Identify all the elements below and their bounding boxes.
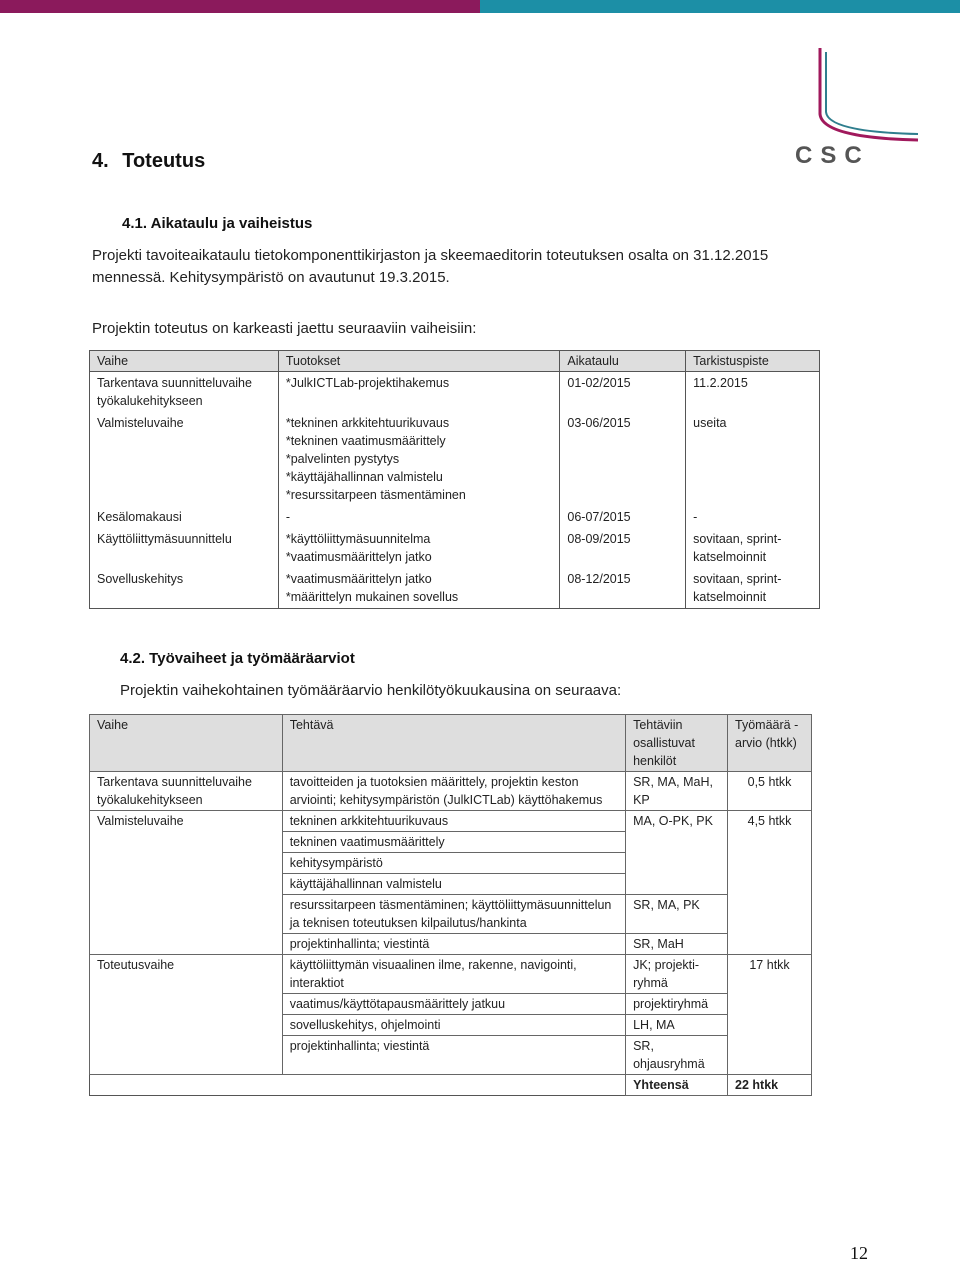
cell-tehtava: projektinhallinta; viestintä xyxy=(282,1036,625,1075)
cell-tehtava: resurssitarpeen täsmentäminen; käyttöliittymäsuunnittelun ja teknisen toteutuksen kilpailutus/hankinta xyxy=(282,895,625,934)
output-item: *resurssitarpeen täsmentäminen xyxy=(285,488,466,502)
output-item: *JulkICTLab-projektihakemus xyxy=(285,376,450,390)
workload-table-header xyxy=(90,715,812,772)
section-4-1-paragraph xyxy=(92,245,768,289)
col-header-osallistuvat: Tehtäviin osallistuvat henkilöt xyxy=(626,715,728,772)
table-row xyxy=(90,412,820,506)
col-header-tuotokset: Tuotokset xyxy=(278,351,560,372)
para-line-2: mennessä. Kehitysympäristö on avautunut 19.3.2015. xyxy=(92,269,450,286)
total-row xyxy=(90,1075,812,1096)
output-item: *tekninen vaatimusmäärittely xyxy=(285,434,446,448)
empty-cell xyxy=(90,1075,283,1096)
total-value: 22 htkk xyxy=(728,1075,812,1096)
output-item: *vaatimusmäärittelyn jatko xyxy=(285,550,432,564)
cell-tuotokset xyxy=(278,568,560,609)
cell-vaihe: Toteutusvaihe xyxy=(90,955,283,1075)
workload-table xyxy=(89,714,812,1096)
cell-henkilot: SR, ohjausryhmä xyxy=(626,1036,728,1075)
cell-henkilot: SR, MA, MaH, KP xyxy=(626,772,728,811)
cell-vaihe: Tarkentava suunnitteluvaihe työkalukehitykseen xyxy=(90,372,279,413)
cell-htkk: 4,5 htkk xyxy=(728,811,812,955)
table-row xyxy=(90,568,820,609)
cell-tehtava: sovelluskehitys, ohjelmointi xyxy=(282,1015,625,1036)
cell-tarkistuspiste: - xyxy=(686,506,820,528)
cell-aikataulu: 03-06/2015 xyxy=(560,412,686,506)
output-item: *palvelinten pystytys xyxy=(285,452,400,466)
cell-tuotokset xyxy=(278,372,560,413)
page-heading: 4. Toteutus xyxy=(92,150,206,172)
col-header-aikataulu: Aikataulu xyxy=(560,351,686,372)
csc-logo-text: CSC xyxy=(795,142,870,169)
para-line-1: Projekti tavoiteaikataulu tietokomponenttikirjaston ja skeemaeditorin toteutuksen osalta on 31.12.2015 xyxy=(92,247,769,264)
output-item: *tekninen arkkitehtuurikuvaus xyxy=(285,416,450,430)
col-header-tarkistuspiste: Tarkistuspiste xyxy=(686,351,820,372)
cell-tarkistuspiste: sovitaan, sprint-katselmoinnit xyxy=(686,568,820,609)
col-header-vaihe: Vaihe xyxy=(90,715,283,772)
cell-htkk: 17 htkk xyxy=(728,955,812,1075)
col-header-vaihe: Vaihe xyxy=(90,351,279,372)
cell-henkilot: JK; projekti-ryhmä xyxy=(626,955,728,994)
col-header-tyomaara: Työmäärä -arvio (htkk) xyxy=(728,715,812,772)
table-row xyxy=(90,528,820,568)
table-row xyxy=(90,372,820,413)
cell-htkk: 0,5 htkk xyxy=(728,772,812,811)
output-item: - xyxy=(285,510,291,524)
output-item: *vaatimusmäärittelyn jatko xyxy=(285,572,432,586)
cell-vaihe: Valmisteluvaihe xyxy=(90,811,283,955)
cell-tarkistuspiste: useita xyxy=(686,412,820,506)
empty-cell xyxy=(282,1075,625,1096)
cell-tehtava: käyttäjähallinnan valmistelu xyxy=(282,874,625,895)
cell-aikataulu: 01-02/2015 xyxy=(560,372,686,413)
cell-tehtava: tavoitteiden ja tuotoksien määrittely, projektin keston arviointi; kehitysympäristön (JulkICTLab) käyttöhakemus xyxy=(282,772,625,811)
cell-aikataulu: 08-09/2015 xyxy=(560,528,686,568)
schedule-table-header xyxy=(90,351,820,372)
cell-tuotokset xyxy=(278,412,560,506)
section-4-2-paragraph: Projektin vaihekohtainen työmääräarvio henkilötyökuukausina on seuraava: xyxy=(120,682,622,699)
cell-tehtava: kehitysympäristö xyxy=(282,853,625,874)
table-row xyxy=(90,772,812,811)
page-number: 12 xyxy=(850,1243,868,1263)
top-bar-teal xyxy=(480,0,960,13)
cell-vaihe: Sovelluskehitys xyxy=(90,568,279,609)
schedule-table xyxy=(89,350,820,609)
total-label: Yhteensä xyxy=(626,1075,728,1096)
table-row xyxy=(90,955,812,994)
cell-tarkistuspiste: sovitaan, sprint-katselmoinnit xyxy=(686,528,820,568)
cell-henkilot: SR, MA, PK xyxy=(626,895,728,934)
cell-vaihe: Kesälomakausi xyxy=(90,506,279,528)
section-4-2-title: 4.2. Työvaiheet ja työmääräarviot xyxy=(120,650,355,667)
cell-henkilot: SR, MaH xyxy=(626,934,728,955)
output-item: *määrittelyn mukainen sovellus xyxy=(285,590,459,604)
top-color-bar xyxy=(0,0,960,13)
section-4-1-intro: Projektin toteutus on karkeasti jaettu seuraaviin vaiheisiin: xyxy=(92,320,477,337)
cell-tuotokset xyxy=(278,506,560,528)
cell-vaihe: Tarkentava suunnitteluvaihe työkalukehitykseen xyxy=(90,772,283,811)
cell-henkilot: LH, MA xyxy=(626,1015,728,1036)
table-row xyxy=(90,506,820,528)
table-row xyxy=(90,811,812,832)
cell-tehtava: vaatimus/käyttötapausmäärittely jatkuu xyxy=(282,994,625,1015)
cell-tehtava: tekninen arkkitehtuurikuvaus xyxy=(282,811,625,832)
cell-aikataulu: 08-12/2015 xyxy=(560,568,686,609)
cell-aikataulu: 06-07/2015 xyxy=(560,506,686,528)
output-item: *käyttöliittymäsuunnitelma xyxy=(285,532,431,546)
output-item: *käyttäjähallinnan valmistelu xyxy=(285,470,443,484)
top-bar-magenta xyxy=(0,0,480,13)
cell-henkilot: MA, O-PK, PK xyxy=(626,811,728,895)
cell-henkilot: projektiryhmä xyxy=(626,994,728,1015)
col-header-tehtava: Tehtävä xyxy=(282,715,625,772)
section-4-1-title: 4.1. Aikataulu ja vaiheistus xyxy=(122,215,313,232)
cell-vaihe: Valmisteluvaihe xyxy=(90,412,279,506)
cell-tehtava: projektinhallinta; viestintä xyxy=(282,934,625,955)
cell-vaihe: Käyttöliittymäsuunnittelu xyxy=(90,528,279,568)
cell-tarkistuspiste: 11.2.2015 xyxy=(686,372,820,413)
cell-tehtava: käyttöliittymän visuaalinen ilme, rakenne, navigointi, interaktiot xyxy=(282,955,625,994)
cell-tehtava: tekninen vaatimusmäärittely xyxy=(282,832,625,853)
cell-tuotokset xyxy=(278,528,560,568)
